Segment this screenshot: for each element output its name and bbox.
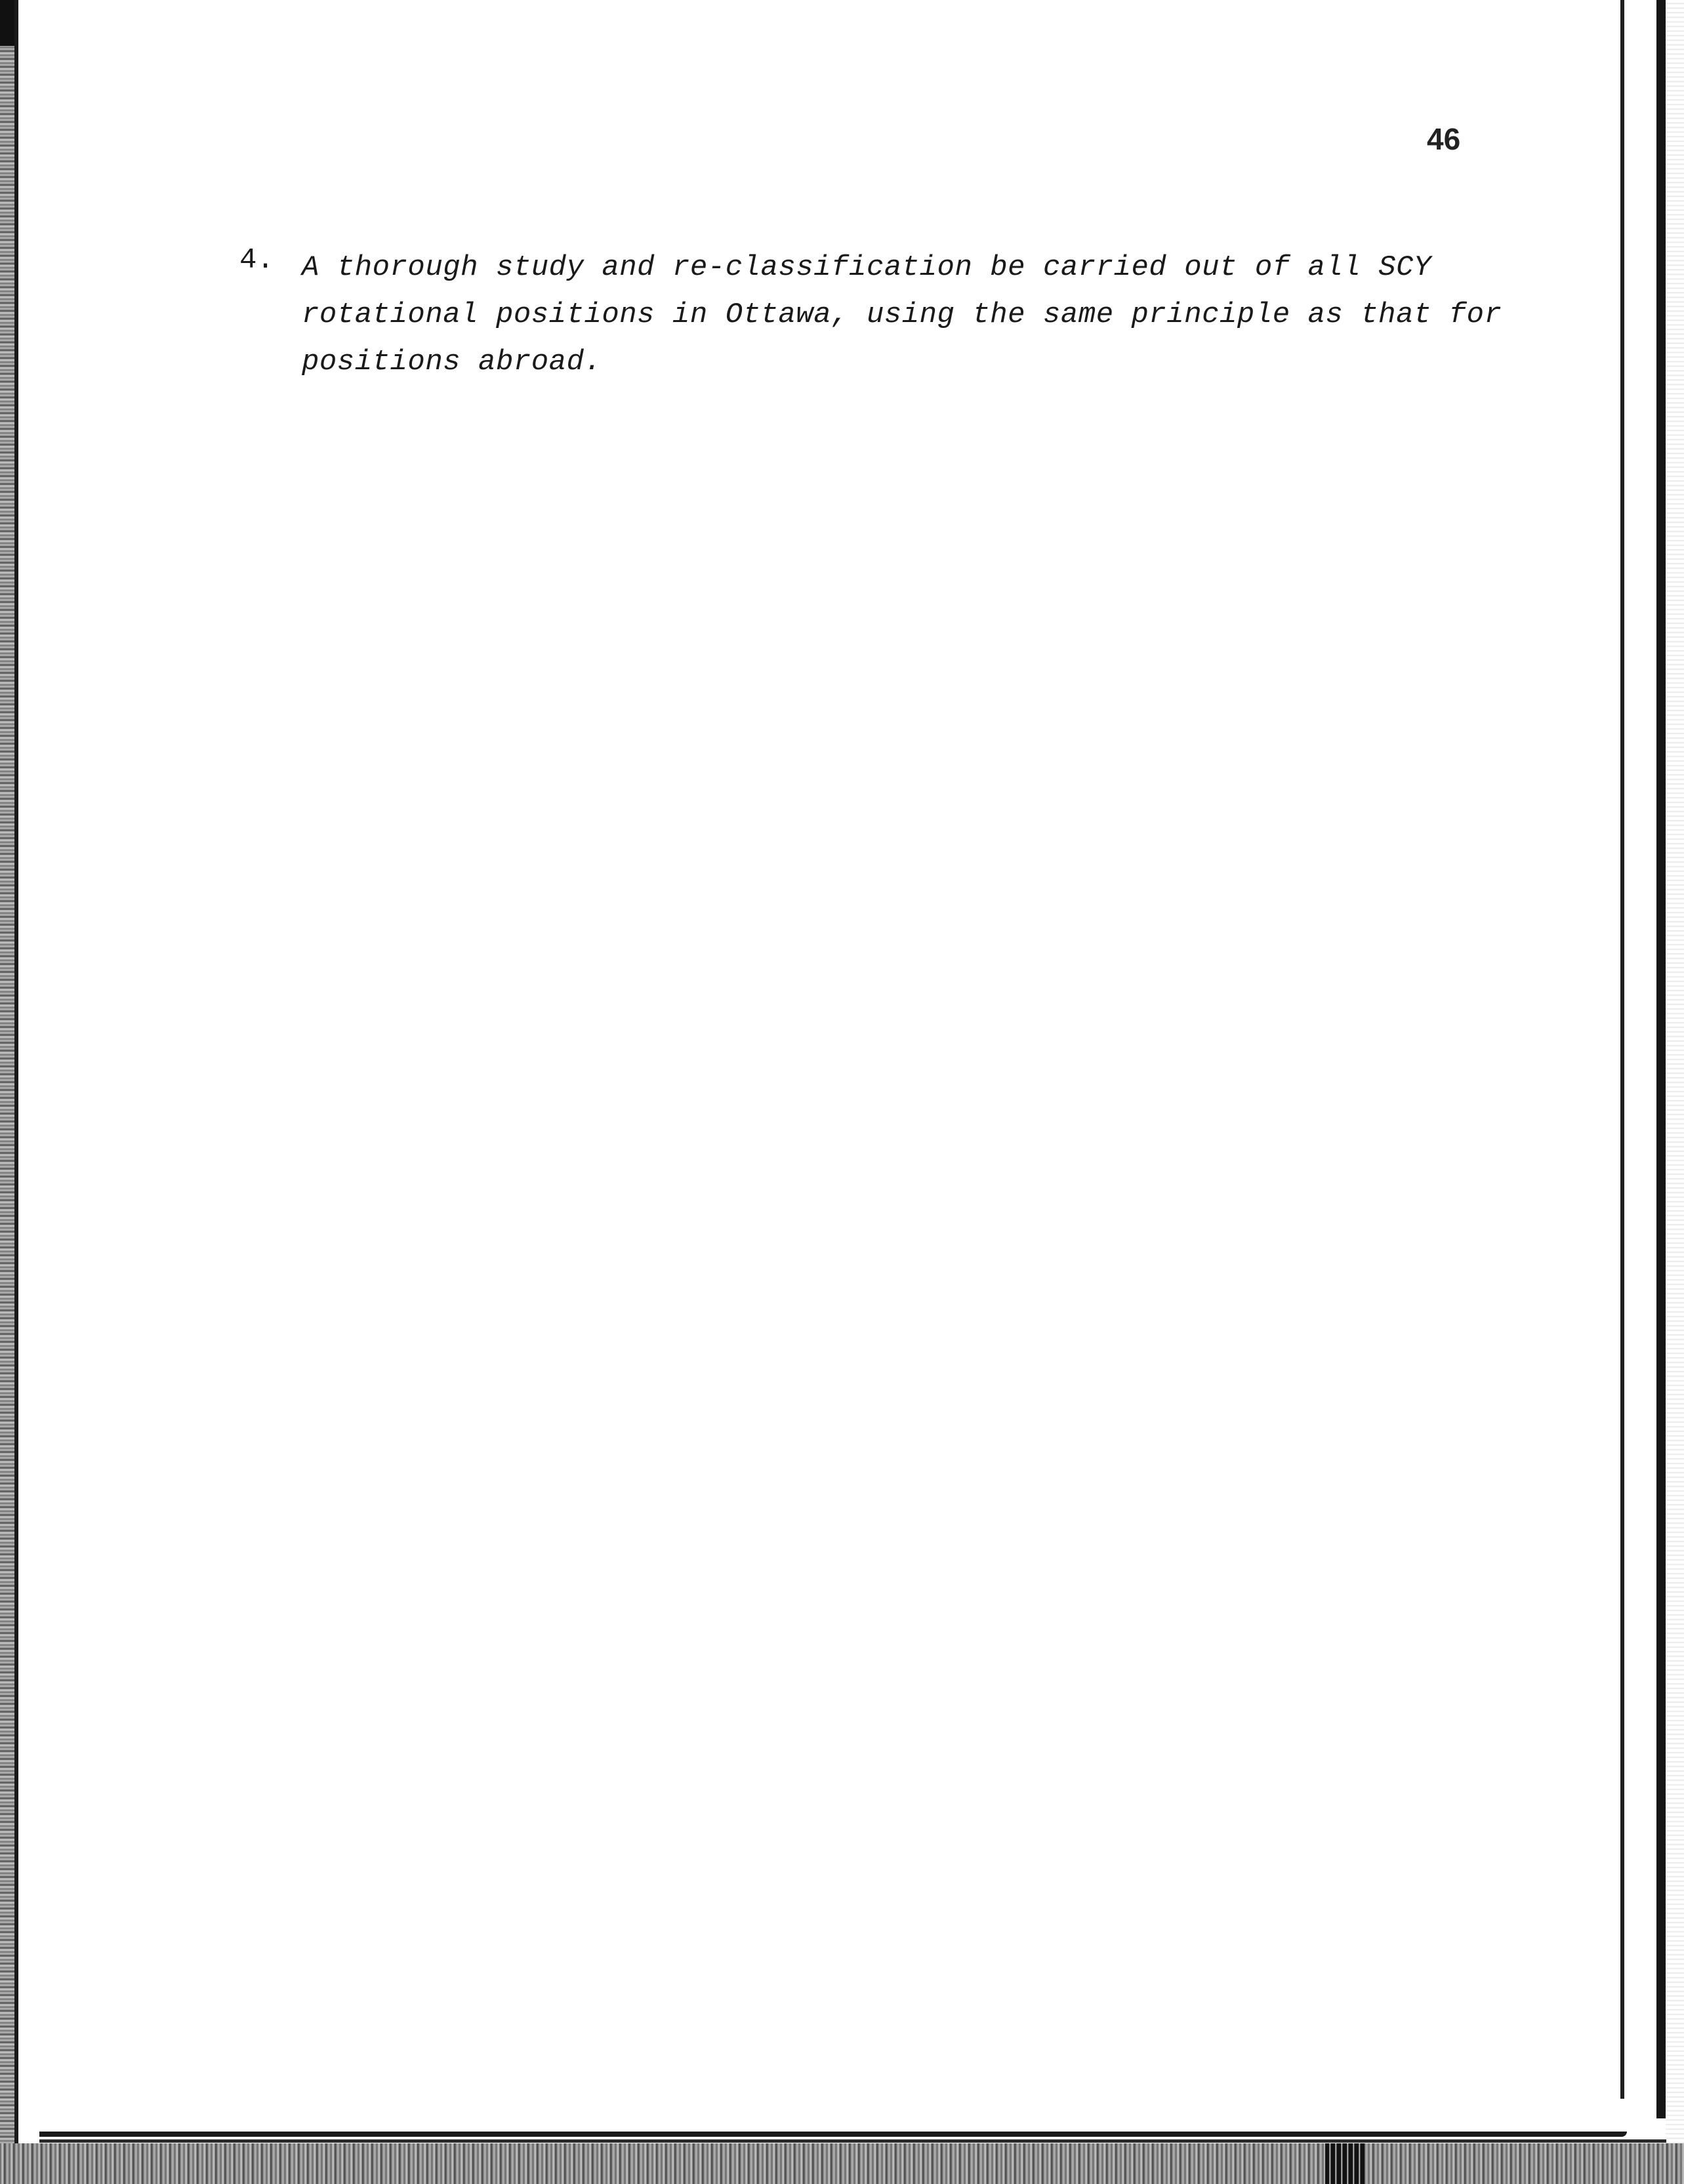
item-text-line: rotational positions in Ottawa, using the same principle as that for (302, 298, 1502, 331)
item-number: 4. (239, 244, 274, 277)
scan-edge-left (0, 0, 14, 2184)
scan-binding-artifact (1325, 2143, 1365, 2184)
page-border-right-outer (1656, 0, 1666, 2118)
scan-edge-bottom (0, 2143, 1684, 2184)
item-text-line: A thorough study and re-classification be carried out of all SCY (302, 251, 1431, 284)
item-text-line: positions abroad. (302, 346, 602, 378)
page-border-bottom-outer (39, 2139, 1666, 2143)
page-number: 46 (1427, 122, 1461, 156)
page-border-left (14, 0, 18, 2184)
page-border-bottom (39, 2132, 1627, 2137)
page-border-right-inner (1620, 0, 1624, 2099)
scan-edge-left-top (0, 0, 14, 46)
scan-edge-right (1666, 0, 1684, 2184)
item-text (302, 244, 1529, 386)
